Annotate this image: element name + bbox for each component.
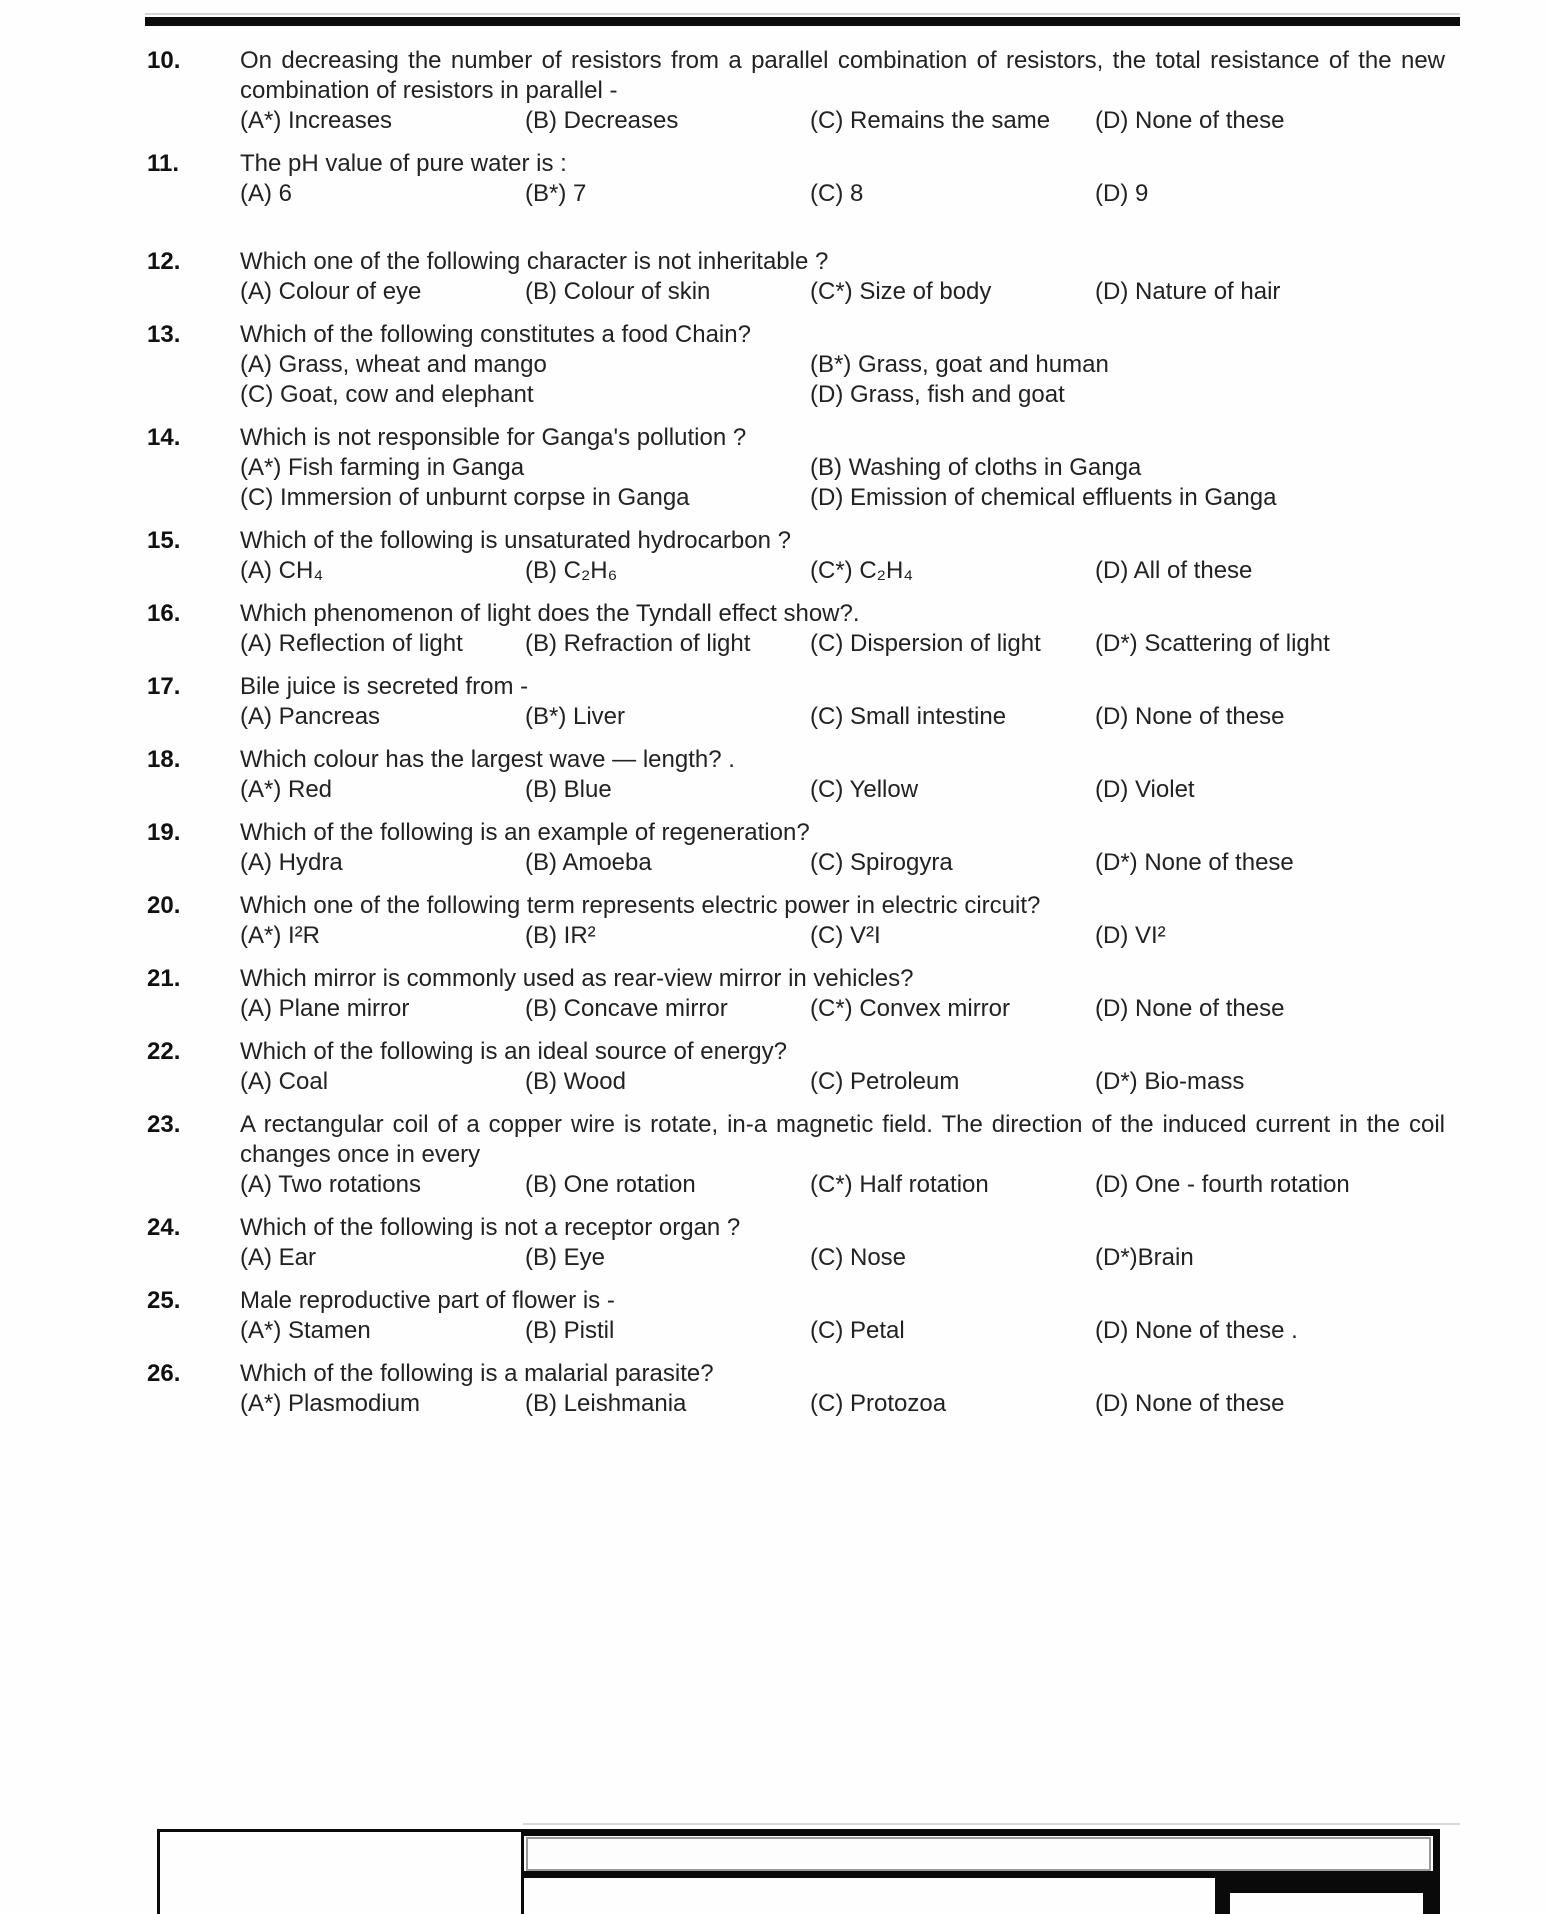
question-text: Which of the following is a malarial parasite? [240, 1360, 714, 1387]
option: (B) Refraction of light [525, 630, 751, 657]
footer-table-left-cell [157, 1829, 524, 1914]
options-row [240, 1170, 1445, 1200]
option: (B) IR² [525, 922, 596, 949]
option: (D) None of these . [1095, 1317, 1298, 1344]
option: (C) Nose [810, 1244, 907, 1271]
option: (A*) Fish farming in Ganga [240, 454, 525, 481]
option: (C*) C₂H₄ [810, 557, 914, 584]
options-row [240, 994, 1445, 1024]
option: (B) Blue [525, 776, 612, 803]
options-row [240, 775, 1445, 805]
option: (A) Ear [240, 1244, 317, 1271]
option: (A*) Red [240, 776, 333, 803]
options-row [240, 277, 1445, 307]
option: (B) One rotation [525, 1171, 696, 1198]
question-text: Male reproductive part of flower is - [240, 1287, 615, 1314]
option: (C) Small intestine [810, 703, 1007, 730]
option: (C) Spirogyra [810, 849, 953, 876]
question-item-21 [147, 964, 1445, 1024]
option: (B) Decreases [525, 107, 679, 134]
top-rule [145, 17, 1460, 26]
question-item-26 [147, 1359, 1445, 1419]
option: (B*) 7 [525, 180, 587, 207]
option: (D) Emission of chemical effluents in Ganga [810, 484, 1277, 511]
option: (A) Plane mirror [240, 995, 410, 1022]
question-item-23 [147, 1110, 1445, 1200]
options-row [240, 179, 1445, 209]
option: (D) None of these [1095, 703, 1285, 730]
footer-black-box [1215, 1872, 1440, 1914]
question-number: 19. [147, 819, 181, 846]
option: (B) Pistil [525, 1317, 615, 1344]
question-number: 13. [147, 321, 181, 348]
option: (D) None of these [1095, 995, 1285, 1022]
footer-table-shadow-line [523, 1823, 1460, 1825]
question-list [147, 46, 1445, 1432]
question-number: 15. [147, 527, 181, 554]
option: (C) V²I [810, 922, 881, 949]
question-item-12 [147, 247, 1445, 307]
option: (C) Petal [810, 1317, 905, 1344]
option: (C) Immersion of unburnt corpse in Ganga [240, 484, 690, 511]
option: (D) None of these [1095, 1390, 1285, 1417]
question-number: 16. [147, 600, 181, 627]
question-text: Which of the following is not a receptor organ ? [240, 1214, 741, 1241]
question-number: 14. [147, 424, 181, 451]
question-text: Which is not responsible for Ganga's pollution ? [240, 424, 747, 451]
question-number: 22. [147, 1038, 181, 1065]
option: (A*) Stamen [240, 1317, 371, 1344]
option: (B) Washing of cloths in Ganga [810, 454, 1142, 481]
options-grid [240, 350, 1445, 410]
option: (A) 6 [240, 180, 293, 207]
question-item-25 [147, 1286, 1445, 1346]
option: (B) Leishmania [525, 1390, 687, 1417]
question-text: Which mirror is commonly used as rear-view mirror in vehicles? [240, 965, 914, 992]
option: (A*) Plasmodium [240, 1390, 421, 1417]
option: (C) Yellow [810, 776, 919, 803]
question-item-15 [147, 526, 1445, 586]
option: (C*) Half rotation [810, 1171, 989, 1198]
options-row [240, 1389, 1445, 1419]
option: (C) Remains the same [810, 107, 1051, 134]
option: (C) Dispersion of light [810, 630, 1041, 657]
option: (A) Two rotations [240, 1171, 421, 1198]
question-item-19 [147, 818, 1445, 878]
options-row [240, 556, 1445, 586]
footer-black-box-inner [1230, 1893, 1423, 1914]
option: (D*) Bio-mass [1095, 1068, 1245, 1095]
option: (D*) None of these [1095, 849, 1294, 876]
question-text: Which of the following is an example of regeneration? [240, 819, 810, 846]
option: (B) Eye [525, 1244, 606, 1271]
question-text: Which one of the following character is not inheritable ? [240, 248, 829, 275]
option: (D*) Scattering of light [1095, 630, 1330, 657]
options-row [240, 1243, 1445, 1273]
question-number: 26. [147, 1360, 181, 1387]
options-row [240, 702, 1445, 732]
option: (A) Reflection of light [240, 630, 463, 657]
option: (D) One - fourth rotation [1095, 1171, 1350, 1198]
option: (A) Pancreas [240, 703, 381, 730]
question-number: 23. [147, 1111, 181, 1138]
top-rule-shadow [145, 13, 1460, 15]
question-text: Which of the following is unsaturated hydrocarbon ? [240, 527, 791, 554]
question-number: 24. [147, 1214, 181, 1241]
option: (B*) Grass, goat and human [810, 351, 1109, 378]
option: (C*) Convex mirror [810, 995, 1011, 1022]
option: (B*) Liver [525, 703, 626, 730]
option: (A) Coal [240, 1068, 329, 1095]
question-item-22 [147, 1037, 1445, 1097]
option: (B) Concave mirror [525, 995, 728, 1022]
option: (C) Goat, cow and elephant [240, 381, 534, 408]
options-row [240, 1316, 1445, 1346]
option: (B) Colour of skin [525, 278, 711, 305]
option: (C*) Size of body [810, 278, 992, 305]
question-number: 11. [147, 150, 180, 177]
question-number: 20. [147, 892, 181, 919]
options-row [240, 106, 1445, 136]
question-number: 18. [147, 746, 181, 773]
question-text: On decreasing the number of resistors from a parallel combination of resistors, the total resistance of the new combination of resistors in parallel - [240, 47, 1445, 104]
footer-table-header-cell [526, 1837, 1431, 1871]
option: (D) Violet [1095, 776, 1195, 803]
option: (D) Grass, fish and goat [810, 381, 1065, 408]
question-item-10 [147, 46, 1445, 136]
option: (D) Nature of hair [1095, 278, 1281, 305]
question-item-24 [147, 1213, 1445, 1273]
option: (A) Hydra [240, 849, 343, 876]
options-row [240, 848, 1445, 878]
question-item-16 [147, 599, 1445, 659]
options-row [240, 629, 1445, 659]
option: (C) Protozoa [810, 1390, 947, 1417]
option: (D) All of these [1095, 557, 1253, 584]
question-text: The pH value of pure water is : [240, 150, 567, 177]
option: (A) Grass, wheat and mango [240, 351, 547, 378]
option: (A) CH₄ [240, 557, 324, 584]
question-item-20 [147, 891, 1445, 951]
option: (C) 8 [810, 180, 864, 207]
question-item-17 [147, 672, 1445, 732]
question-text: Which phenomenon of light does the Tyndall effect show?. [240, 600, 860, 627]
question-number: 10. [147, 47, 181, 74]
option: (D) VI² [1095, 922, 1166, 949]
option: (C) Petroleum [810, 1068, 960, 1095]
question-number: 17. [147, 673, 181, 700]
question-number: 25. [147, 1287, 181, 1314]
question-item-14 [147, 423, 1445, 513]
question-text: A rectangular coil of a copper wire is rotate, in-a magnetic field. The direction of the induced current in the coil changes once in every [240, 1111, 1445, 1168]
option: (B) Wood [525, 1068, 626, 1095]
option: (B) C₂H₆ [525, 557, 618, 584]
question-item-18 [147, 745, 1445, 805]
option: (D*)Brain [1095, 1244, 1194, 1271]
question-item-11 [147, 149, 1445, 209]
question-text: Which of the following is an ideal source of energy? [240, 1038, 787, 1065]
question-item-13 [147, 320, 1445, 410]
options-row [240, 921, 1445, 951]
option: (D) 9 [1095, 180, 1149, 207]
option: (A*) Increases [240, 107, 393, 134]
question-number: 21. [147, 965, 181, 992]
options-row [240, 1067, 1445, 1097]
question-text: Bile juice is secreted from - [240, 673, 529, 700]
option: (A) Colour of eye [240, 278, 422, 305]
question-number: 12. [147, 248, 181, 275]
option: (A*) I²R [240, 922, 320, 949]
option: (D) None of these [1095, 107, 1285, 134]
question-text: Which one of the following term represents electric power in electric circuit? [240, 892, 1041, 919]
option: (B) Amoeba [525, 849, 652, 876]
question-text: Which colour has the largest wave — length? . [240, 746, 735, 773]
options-grid [240, 453, 1445, 513]
question-text: Which of the following constitutes a food Chain? [240, 321, 751, 348]
